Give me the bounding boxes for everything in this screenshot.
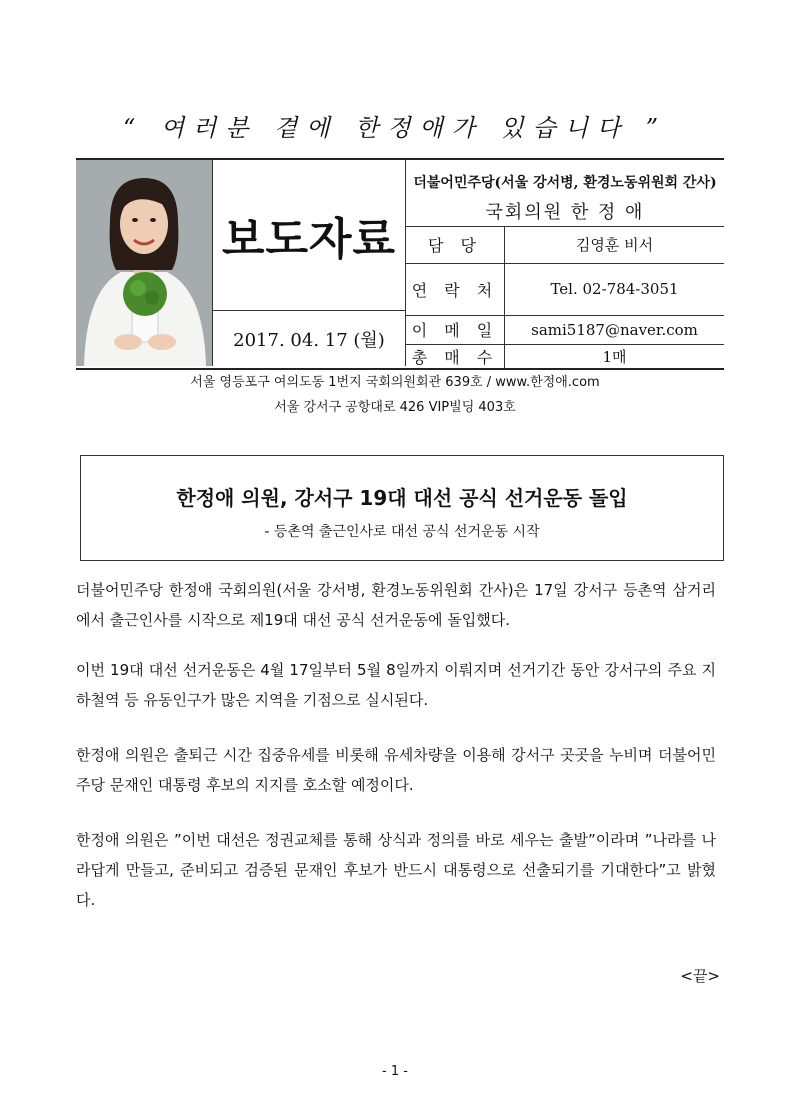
party-cell [406, 160, 724, 227]
email-value: sami5187@naver.com [505, 315, 725, 344]
contact-key: 연 락 처 [406, 263, 505, 315]
headline-box [80, 455, 724, 561]
press-header [76, 158, 724, 370]
contact-key: 이 메 일 [406, 315, 505, 344]
portrait-photo [76, 160, 213, 366]
press-title-cell [213, 160, 406, 311]
paragraph: 한정애 의원은 ”이번 대선은 정권교체를 통해 상식과 정의를 바로 세우는 출발”이라며 ”나라를 나라답게 만들고, 준비되고 검증된 문재인 후보가 반드시 대통령으로 선출되기를 기대한다”고 밝혔다. [76, 831, 716, 909]
table-row [406, 263, 724, 315]
subheadline: - 등촌역 출근인사로 대선 공식 선거운동 시작 [264, 524, 540, 540]
table-row [406, 315, 724, 344]
address-line-2: 서울 강서구 공항대로 426 VIP빌딩 403호 [274, 400, 516, 415]
table-row [406, 344, 724, 368]
end-mark: <끝> [680, 967, 720, 985]
paragraph: 한정애 의원은 출퇴근 시간 집중유세를 비롯해 유세차량을 이용해 강서구 곳곳을 누비며 더불어민주당 문재인 대통령 후보의 지지를 호소할 예정이다. [76, 746, 716, 794]
portrait-illustration [76, 160, 212, 366]
press-title: 보도자료 [221, 214, 396, 265]
address-line-1: 서울 영등포구 여의도동 1번지 국회의원회관 639호 / www.한정애.com [190, 375, 600, 390]
contact-key: 담 당 [406, 227, 505, 263]
contact-table [406, 227, 724, 368]
member-line: 국회의원 한 정 애 [485, 202, 645, 223]
contact-key: 총 매 수 [406, 344, 505, 368]
paragraph: 더불어민주당 한정애 국회의원(서울 강서병, 환경노동위원회 간사)은 17일 강서구 등촌역 삼거리에서 출근인사를 시작으로 제19대 대선 공식 선거운동에 돌입했다. [76, 581, 716, 629]
party-line: 더불어민주당(서울 강서병, 환경노동위원회 간사) [413, 175, 717, 191]
contact-value: 김영훈 비서 [505, 227, 725, 263]
contact-value: Tel. 02-784-3051 [505, 263, 725, 315]
slogan: “ 여러분 곁에 한정애가 있습니다 ” [122, 114, 668, 142]
contact-value: 1매 [602, 347, 627, 366]
headline: 한정애 의원, 강서구 19대 대선 공식 선거운동 돌입 [176, 486, 628, 510]
paragraph: 이번 19대 대선 선거운동은 4월 17일부터 5월 8일까지 이뤄지며 선거기간 동안 강서구의 주요 지하철역 등 유동인구가 많은 지역을 기점으로 실시된다. [76, 661, 716, 709]
page-number: - 1 - [382, 1064, 408, 1079]
release-date: 2017. 04. 17 (월) [213, 311, 406, 366]
table-row [406, 227, 724, 263]
